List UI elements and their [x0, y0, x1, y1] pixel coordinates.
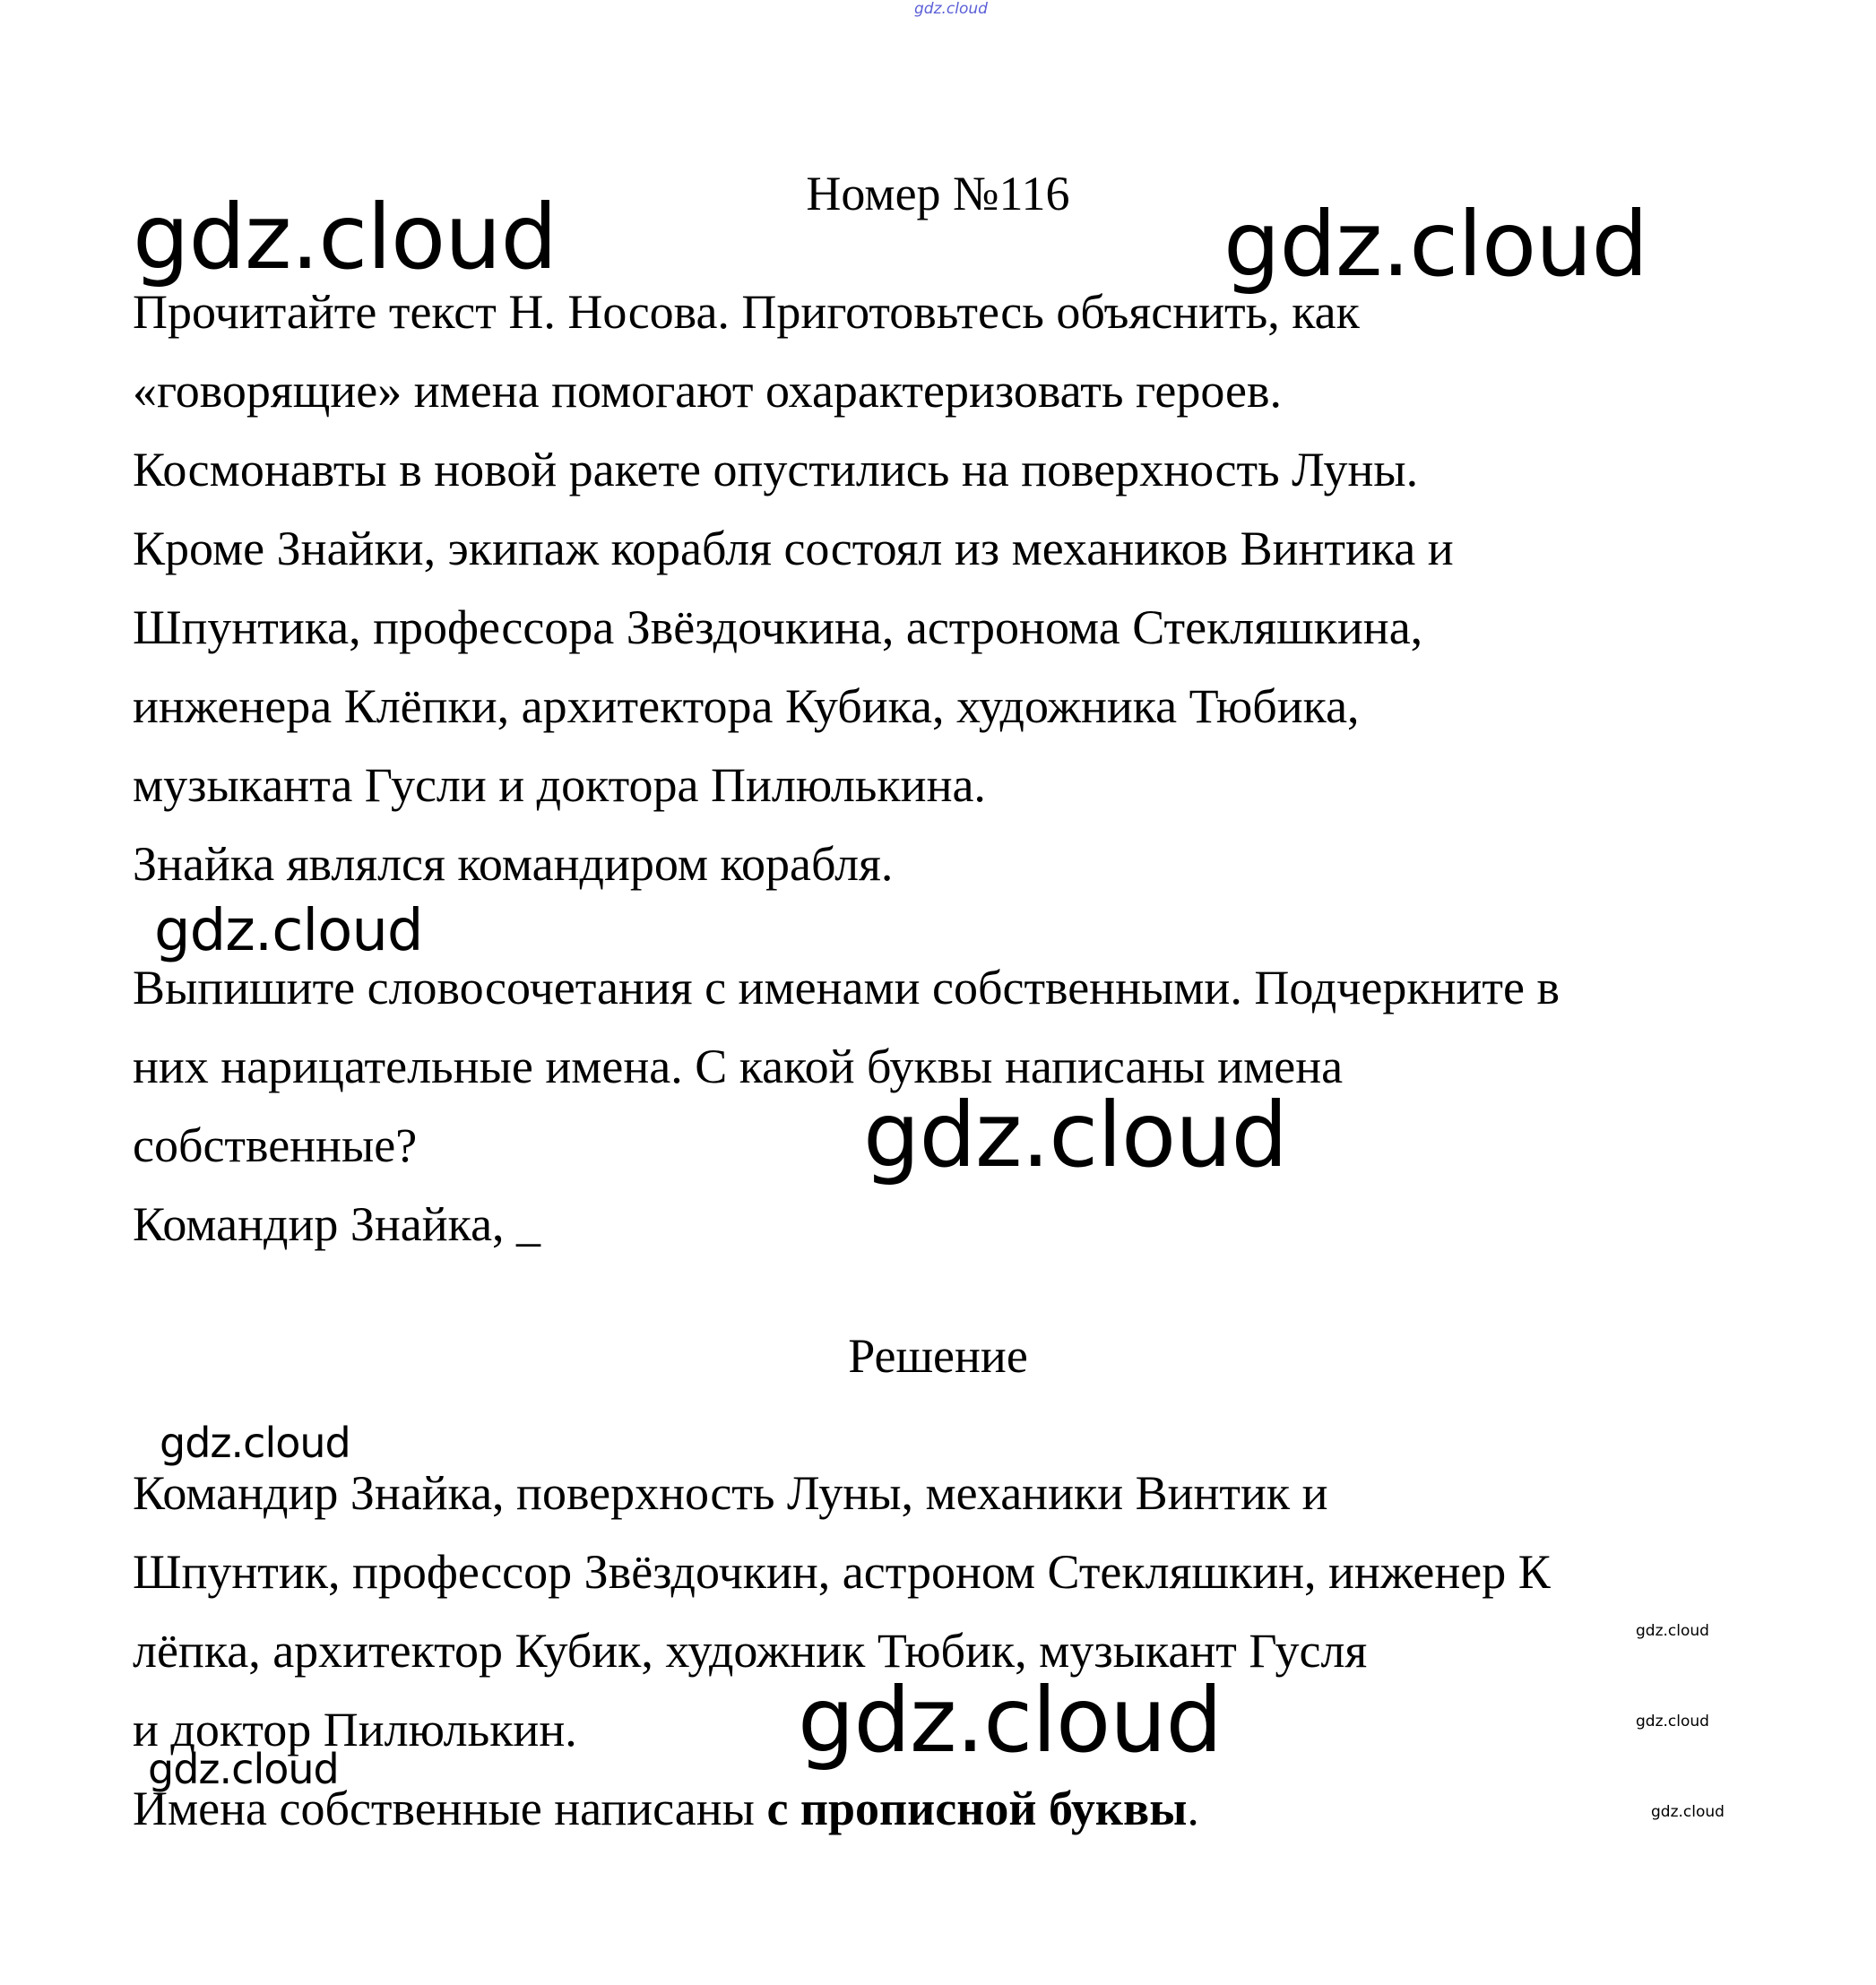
watermark-small-3: gdz.cloud [1651, 1803, 1725, 1821]
page-title: Номер №116 [806, 167, 1070, 220]
task-line: Прочитайте текст Н. Носова. Приготовьтесь объяснить, как [133, 285, 1360, 339]
watermark-7: gdz.cloud [148, 1745, 339, 1793]
watermark-3: gdz.cloud [154, 898, 423, 964]
solution-line: Шпунтик, профессор Звёздочкин, астроном Стекляшкин, инженер К [133, 1545, 1551, 1599]
watermark-top: gdz.cloud [914, 0, 988, 18]
solution-line: и доктор Пилюлькин. [133, 1703, 577, 1756]
task-line: инженера Клёпки, архитектора Кубика, художника Тюбика, [133, 679, 1360, 733]
task-line: Кроме Знайки, экипаж корабля состоял из механиков Винтика и [133, 522, 1454, 575]
watermark-5: gdz.cloud [160, 1419, 350, 1467]
conclusion-prefix: Имена собственные написаны [133, 1782, 767, 1835]
question-line: них нарицательные имена. С какой буквы написаны имена [133, 1040, 1344, 1093]
watermark-4: gdz.cloud [863, 1083, 1288, 1187]
conclusion-line [133, 1781, 1199, 1836]
conclusion-bold: с прописной буквы [766, 1782, 1188, 1835]
watermark-small-2: gdz.cloud [1636, 1713, 1709, 1730]
task-line: «говорящие» имена помогают охарактеризовать героев. [133, 364, 1282, 418]
task-line: Космонавты в новой ракете опустились на поверхность Луны. [133, 443, 1419, 496]
answer-template-line: Командир Знайка, _ [133, 1197, 541, 1251]
watermark-2: gdz.cloud [1223, 192, 1648, 297]
watermark-1: gdz.cloud [133, 185, 558, 289]
solution-line: лёпка, архитектор Кубик, художник Тюбик, музыкант Гусля [133, 1624, 1368, 1678]
solution-line: Командир Знайка, поверхность Луны, механики Винтик и [133, 1466, 1328, 1520]
task-line: музыканта Гусли и доктора Пилюлькина. [133, 758, 986, 812]
task-line: Знайка являлся командиром корабля. [133, 837, 894, 891]
watermark-small-1: gdz.cloud [1636, 1622, 1709, 1640]
watermark-6: gdz.cloud [798, 1668, 1223, 1773]
question-line: собственные? [133, 1118, 418, 1172]
conclusion-suffix: . [1187, 1782, 1199, 1835]
question-line: Выпишите словосочетания с именами собственными. Подчеркните в [133, 961, 1560, 1014]
task-line: Шпунтика, профессора Звёздочкина, астронома Стекляшкина, [133, 600, 1423, 654]
solution-heading: Решение [848, 1329, 1028, 1383]
